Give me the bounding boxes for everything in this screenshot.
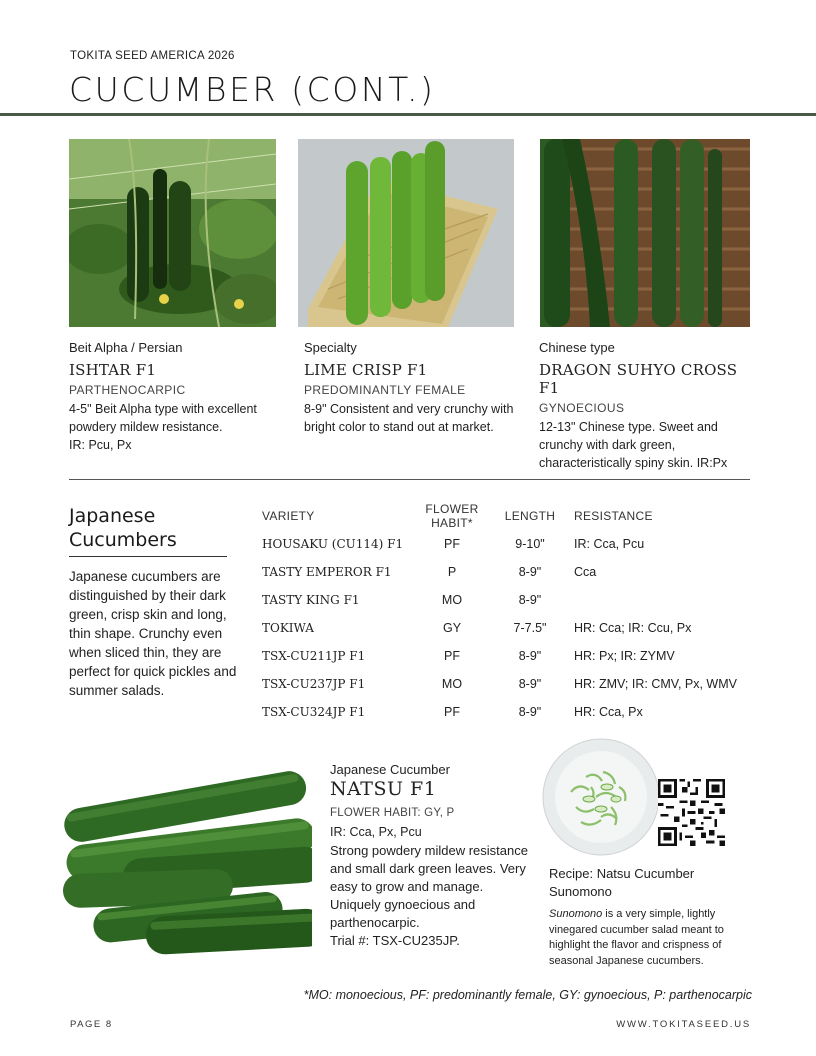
natsu-photo: [62, 750, 312, 970]
product-description-text: 4-5" Beit Alpha type with excellent powdery mildew resistance.: [69, 402, 257, 434]
japanese-heading-line2: Cucumbers: [69, 529, 177, 551]
product-natsu: [330, 762, 535, 950]
cell-flower-habit: P: [447, 565, 457, 579]
col-length: LENGTH: [504, 509, 556, 523]
recipe-term: Sunomono: [549, 908, 603, 920]
cell-flower-habit: PF: [444, 649, 460, 663]
product-description: [69, 400, 294, 454]
table-row: [262, 642, 737, 670]
product-category: Japanese Cucumber: [330, 762, 450, 777]
japanese-heading-line1: Japanese: [69, 505, 156, 527]
cell-length: 9-10": [515, 537, 545, 551]
product-lime-crisp: [304, 339, 529, 436]
cell-length: 8-9": [518, 705, 542, 719]
lime-crisp-photo: [298, 139, 514, 327]
cell-flower-habit: PF: [444, 537, 460, 551]
product-description: 8-9" Consistent and very crunchy with bright color to stand out at market.: [304, 402, 514, 434]
qr-code[interactable]: [658, 779, 725, 846]
table-row: [262, 614, 737, 642]
cell-variety: TASTY KING F1: [262, 593, 360, 607]
recipe-title: Recipe: Natsu Cucumber Sunomono: [549, 866, 695, 899]
cell-variety: HOUSAKU (CU114) F1: [262, 537, 404, 551]
section-divider: [69, 479, 750, 480]
flower-habit-legend: *MO: monoecious, PF: predominantly female, GY: gynoecious, P: parthenocarpic: [303, 988, 752, 1002]
cell-resistance: IR: Cca, Pcu: [574, 537, 645, 551]
table-row: [262, 586, 737, 614]
table-header-row: [262, 502, 737, 530]
product-trial-number: Trial #: TSX-CU235JP.: [330, 933, 460, 948]
cell-variety: TOKIWA: [262, 621, 314, 635]
cell-variety: TSX-CU237JP F1: [262, 677, 366, 691]
product-category: Chinese type: [539, 340, 615, 355]
sunomono-plate-photo: [541, 737, 661, 857]
japanese-heading-underline: [69, 556, 227, 557]
product-description-text: Strong powdery mildew resistance and small dark green leaves. Very easy to grow and manage. Uniquely gynoecious and parthenocarpic.: [330, 843, 528, 930]
product-habit: PREDOMINANTLY FEMALE: [304, 383, 466, 397]
cell-variety: TSX-CU211JP F1: [262, 649, 366, 663]
table-row: [262, 670, 737, 698]
recipe-description-text: is a very simple, lightly vinegared cucumber salad meant to highlight the flavor and crispness of seasonal Japanese cucumbers.: [549, 908, 724, 967]
product-name: LIME CRISP F1: [304, 361, 428, 379]
table-row: [262, 558, 737, 586]
japanese-description: Japanese cucumbers are distinguished by their dark green, crisp skin and long, thin shape. Crunchy even when sliced thin, they are perfect for quick pickles and summer salads.: [69, 569, 237, 698]
cell-variety: TASTY EMPEROR F1: [262, 565, 392, 579]
cell-flower-habit: PF: [444, 705, 460, 719]
catalog-kicker: TOKITA SEED AMERICA 2026: [70, 50, 235, 62]
cell-resistance: HR: ZMV; IR: CMV, Px, WMV: [574, 677, 737, 691]
cell-resistance: Cca: [574, 565, 597, 579]
recipe-description: [549, 907, 749, 969]
product-ishtar: [69, 339, 294, 454]
recipe-block: [549, 865, 749, 969]
product-resistance: IR: Pcu, Px: [69, 438, 132, 452]
title-rule: [0, 113, 816, 116]
cell-length: 7-7.5": [513, 621, 547, 635]
cell-length: 8-9": [518, 565, 542, 579]
website-link[interactable]: WWW.TOKITASEED.US: [616, 1019, 751, 1030]
product-name: NATSU F1: [330, 778, 437, 800]
page-number: PAGE 8: [70, 1019, 113, 1030]
cell-length: 8-9": [518, 649, 542, 663]
cell-resistance: HR: Cca; IR: Ccu, Px: [574, 621, 692, 635]
product-habit: FLOWER HABIT: GY, P: [330, 807, 455, 819]
page-title: CUCUMBER (CONT.): [69, 70, 436, 109]
table-row: [262, 530, 737, 558]
col-flower-habit: FLOWER HABIT*: [425, 502, 479, 530]
cell-length: 8-9": [518, 593, 542, 607]
cell-flower-habit: MO: [441, 593, 463, 607]
product-dragon-suhyo: [539, 339, 754, 472]
japanese-heading: [69, 504, 177, 552]
cell-resistance: [560, 586, 737, 614]
dragon-suhyo-photo: [540, 139, 750, 327]
cell-variety: TSX-CU324JP F1: [262, 705, 366, 719]
product-habit: GYNOECIOUS: [539, 401, 625, 415]
product-name: ISHTAR F1: [69, 361, 157, 379]
product-category: Beit Alpha / Persian: [69, 340, 183, 355]
ishtar-photo: [69, 139, 276, 327]
cell-length: 8-9": [518, 677, 542, 691]
product-description: 12-13" Chinese type. Sweet and crunchy with dark green, characteristically spiny skin. IR:Px: [539, 420, 728, 470]
cell-flower-habit: GY: [442, 621, 462, 635]
product-habit: PARTHENOCARPIC: [69, 383, 186, 397]
variety-table: [262, 502, 737, 726]
col-resistance: RESISTANCE: [574, 509, 653, 523]
table-row: [262, 698, 737, 726]
cell-resistance: HR: Cca, Px: [574, 705, 643, 719]
product-resistance: IR: Cca, Px, Pcu: [330, 825, 422, 839]
product-name: DRAGON SUHYO CROSS F1: [539, 361, 738, 397]
product-category: Specialty: [304, 340, 357, 355]
col-variety: VARIETY: [262, 509, 315, 523]
product-description: [330, 842, 535, 950]
cell-flower-habit: MO: [441, 677, 463, 691]
cell-resistance: HR: Px; IR: ZYMV: [574, 649, 675, 663]
